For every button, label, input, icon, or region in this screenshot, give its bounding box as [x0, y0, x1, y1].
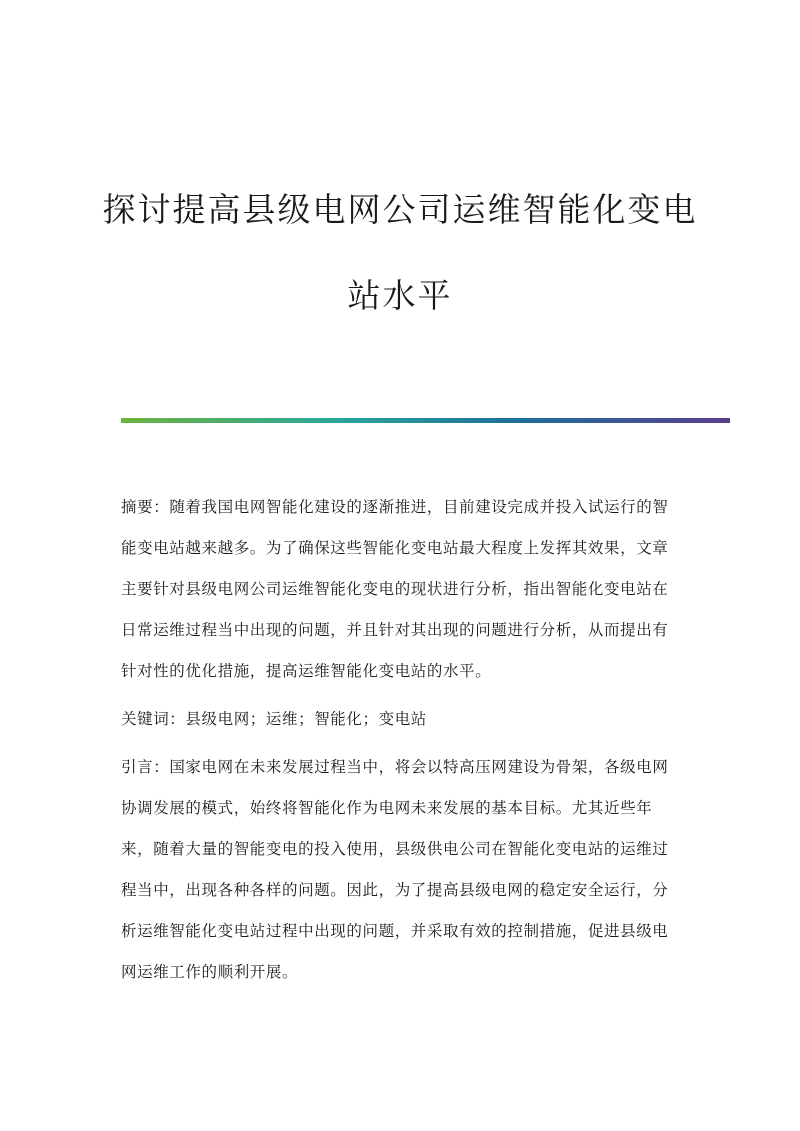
abstract-paragraph [121, 487, 681, 692]
gradient-divider [121, 418, 730, 423]
introduction-paragraph [121, 747, 681, 993]
title-line-2: 站水平 [347, 276, 453, 315]
abstract-text: 随着我国电网智能化建设的逐渐推进，目前建设完成并投入试运行的智能变电站越来越多。为了确保这些智能化变电站最大程度上发挥其效果，文章主要针对县级电网公司运维智能化变电的现状进行分析，指出智能化变电站在日常运维过程当中出现的问题，并且针对其出现的问题进行分析，从而提出有针对性的优化措施，提高运维智能化变电站的水平。 [121, 498, 669, 680]
introduction-text: 国家电网在未来发展过程当中，将会以特高压网建设为骨架，各级电网协调发展的模式，始终将智能化作为电网未来发展的基本目标。尤其近些年来，随着大量的智能变电的投入使用，县级供电公司在智能化变电站的运维过程当中，出现各种各样的问题。因此，为了提高县级电网的稳定安全运行，分析运维智能化变电站过程中出现的问题，并采取有效的控制措施，促进县级电网运维工作的顺利开展。 [121, 758, 669, 981]
title-line-1: 探讨提高县级电网公司运维智能化变电 [102, 190, 698, 229]
document-body [121, 487, 681, 1000]
keywords-text: 县级电网；运维；智能化；变电站 [185, 710, 427, 728]
keywords-paragraph [121, 699, 681, 740]
abstract-label: 摘要： [121, 498, 170, 516]
introduction-label: 引言： [121, 758, 170, 776]
document-title [100, 182, 700, 324]
keywords-label: 关键词： [121, 710, 186, 728]
